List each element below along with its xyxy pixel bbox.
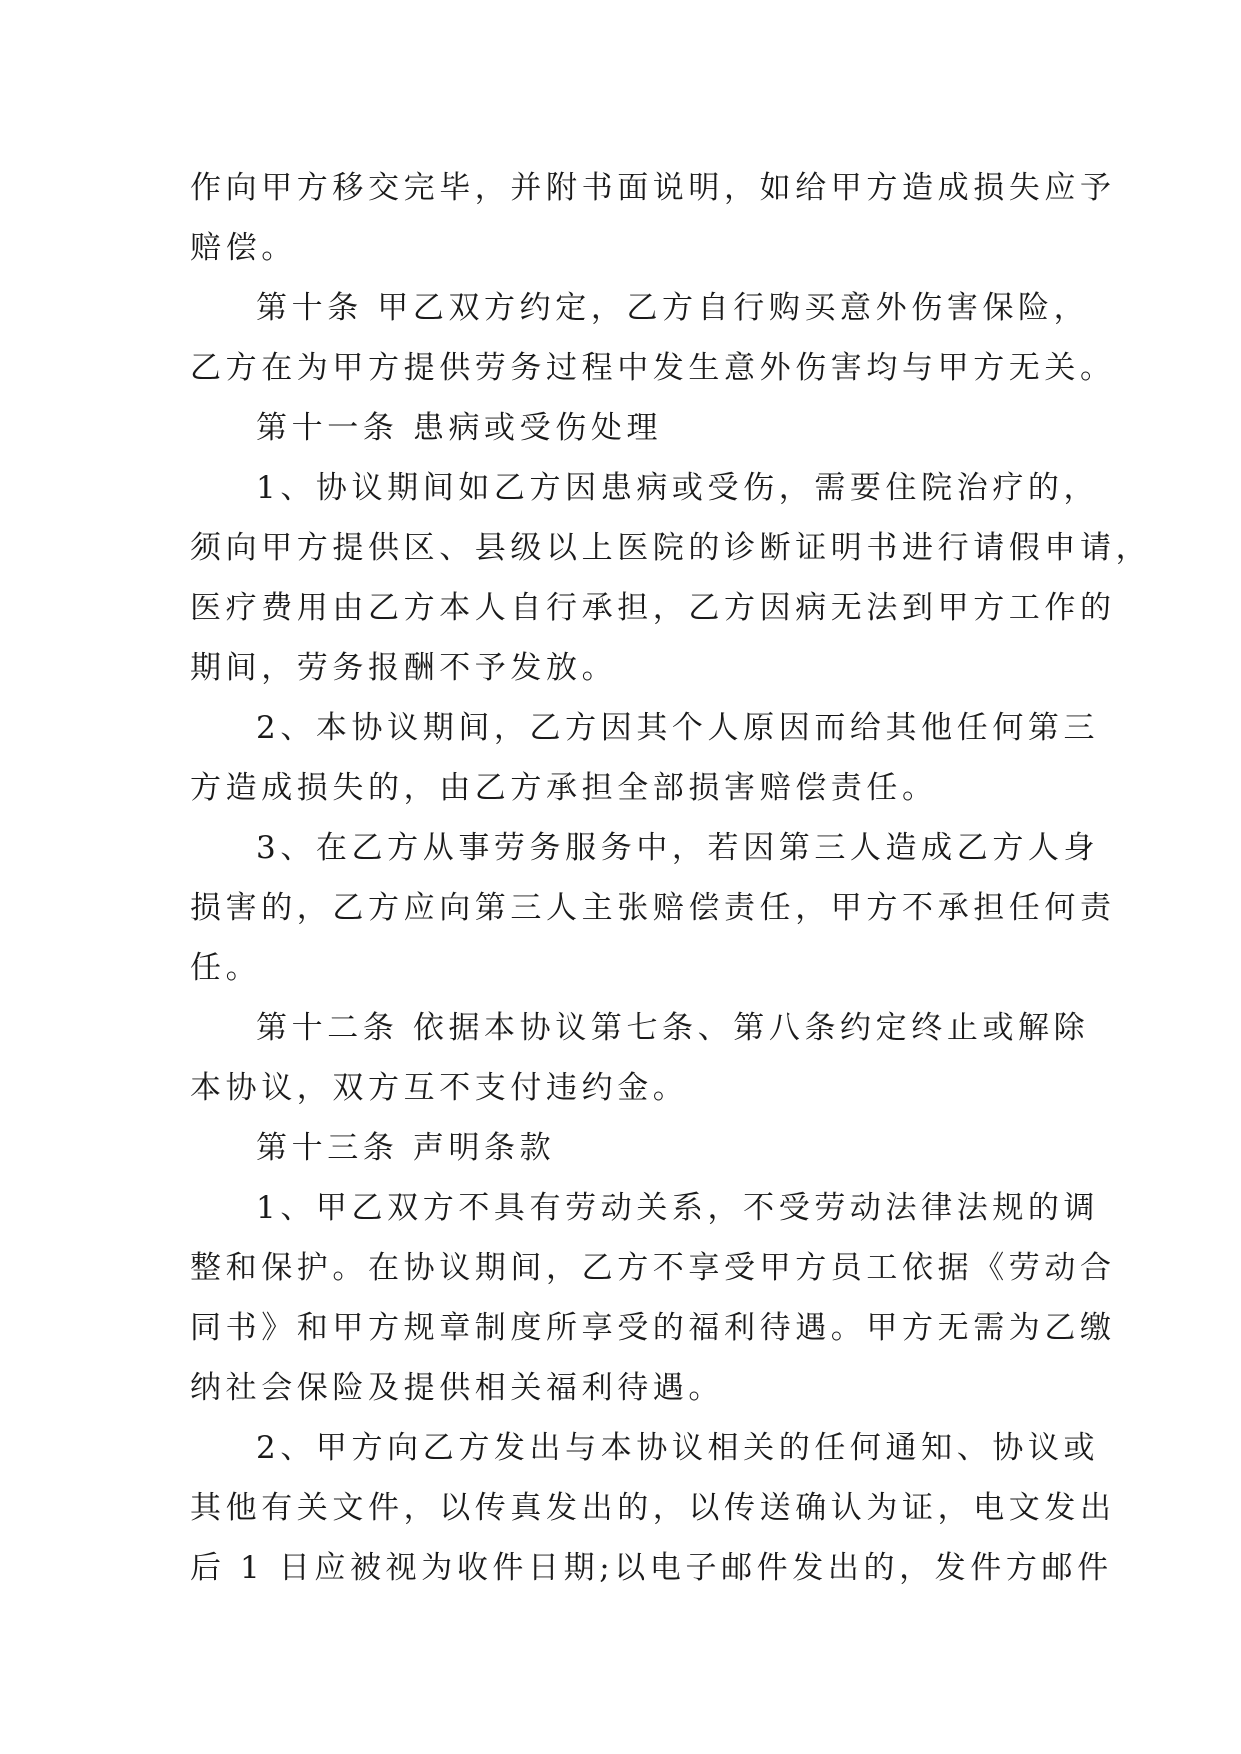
text-line: 作向甲方移交完毕，并附书面说明，如给甲方造成损失应予	[190, 170, 1116, 206]
text-line: 方造成损失的，由乙方承担全部损害赔偿责任。	[190, 770, 938, 806]
text-line: 第十三条 声明条款	[256, 1130, 556, 1166]
text-line: 1、协议期间如乙方因患病或受伤，需要住院治疗的，	[256, 470, 1100, 506]
paragraph	[190, 1418, 1116, 1598]
text-line: 第十一条 患病或受伤处理	[256, 410, 663, 446]
text-line: 整和保护。在协议期间，乙方不享受甲方员工依据《劳动合	[190, 1250, 1116, 1286]
paragraph	[190, 278, 1116, 398]
paragraph	[190, 1178, 1116, 1418]
text-line: 后 1 日应被视为收件日期;以电子邮件发出的，发件方邮件	[190, 1550, 1113, 1586]
text-line: 本协议，双方互不支付违约金。	[190, 1070, 689, 1106]
text-line: 其他有关文件，以传真发出的，以传送确认为证，电文发出	[190, 1490, 1116, 1526]
paragraph	[190, 158, 1116, 278]
text-line: 乙方在为甲方提供劳务过程中发生意外伤害均与甲方无关。	[190, 350, 1116, 386]
text-line: 期间，劳务报酬不予发放。	[190, 650, 618, 686]
text-line: 2、甲方向乙方发出与本协议相关的任何通知、协议或	[256, 1430, 1100, 1466]
text-line: 第十二条 依据本协议第七条、第八条约定终止或解除	[256, 1010, 1090, 1046]
text-line: 2、本协议期间，乙方因其个人原因而给其他任何第三	[256, 710, 1100, 746]
paragraph	[190, 698, 1100, 818]
text-line: 第十条 甲乙双方约定，乙方自行购买意外伤害保险，	[256, 290, 1090, 326]
text-line: 医疗费用由乙方本人自行承担，乙方因病无法到甲方工作的	[190, 590, 1116, 626]
paragraph	[190, 458, 1152, 698]
paragraph	[190, 818, 1116, 998]
text-line: 须向甲方提供区、县级以上医院的诊断证明书进行请假申请，	[190, 530, 1152, 566]
text-line: 1、甲乙双方不具有劳动关系，不受劳动法律法规的调	[256, 1190, 1100, 1226]
text-line: 3、在乙方从事劳务服务中，若因第三人造成乙方人身	[256, 830, 1100, 866]
document-body	[190, 158, 1152, 1598]
text-line: 同书》和甲方规章制度所享受的福利待遇。甲方无需为乙缴	[190, 1310, 1116, 1346]
text-line: 纳社会保险及提供相关福利待遇。	[190, 1370, 724, 1406]
paragraph	[190, 998, 1090, 1118]
text-line: 损害的，乙方应向第三人主张赔偿责任，甲方不承担任何责	[190, 890, 1116, 926]
paragraph	[190, 398, 1070, 458]
text-line: 任。	[190, 950, 262, 986]
text-line: 赔偿。	[190, 230, 297, 266]
paragraph	[190, 1118, 1070, 1178]
